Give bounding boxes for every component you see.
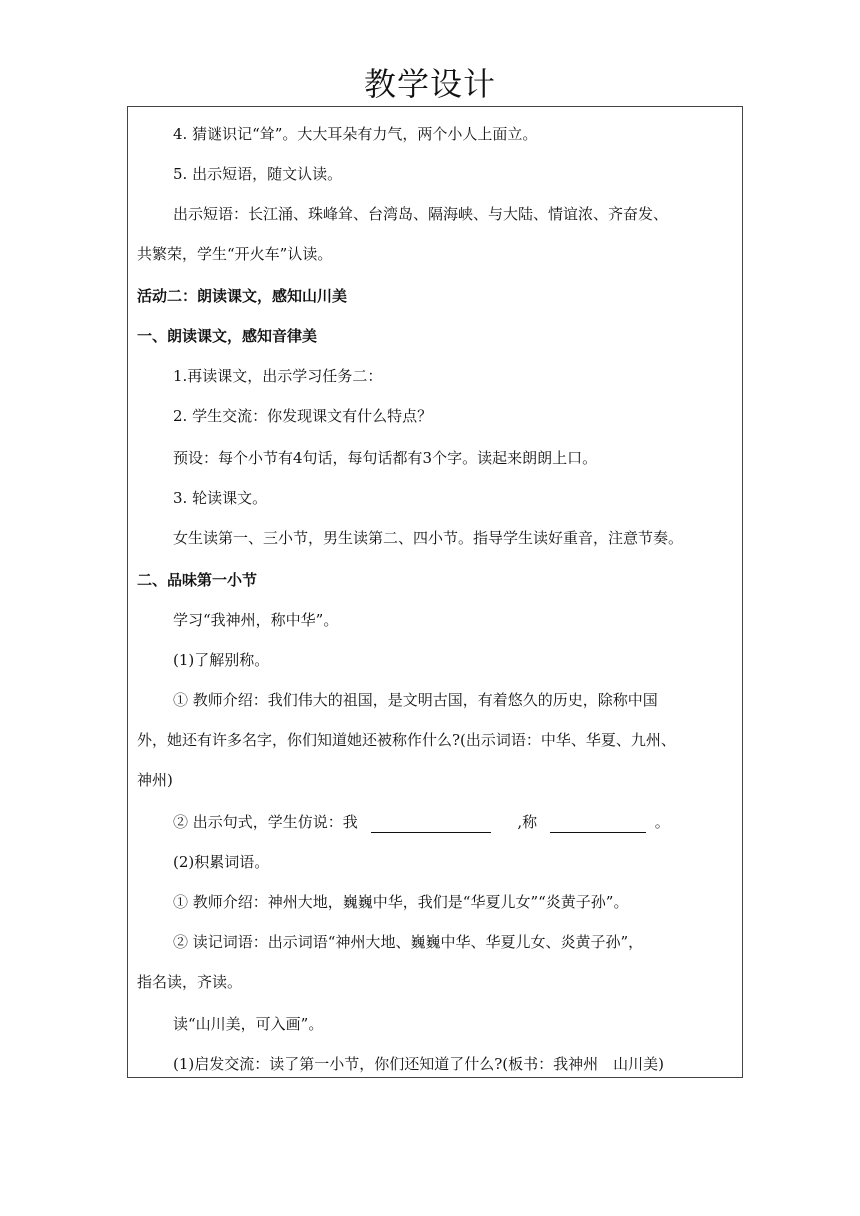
teacher-intro-2-text: ① 教师介绍：神州大地，巍巍中华，我们是“华夏儿女”“炎黄子孙”。 <box>173 893 629 911</box>
section-1-heading: 一、朗读课文，感知音律美 <box>137 327 318 345</box>
sentence-pattern-line <box>173 811 739 833</box>
step-4-text: 4. 猜谜识记“耸”。大大耳朵有力气，两个小人上面立。 <box>173 125 538 143</box>
reading-guide-text: 女生读第一、三小节，男生读第二、四小节。指导学生读好重音，注意节奏。 <box>173 529 684 547</box>
discussion-text: (1)启发交流：读了第一小节，你们还知道了什么?(板书：我神州 山川美) <box>173 1055 664 1073</box>
read-words-text: ② 读记词语：出示词语“神州大地、巍巍中华、华夏儿女、炎黄子孙”， <box>173 933 644 951</box>
teacher-intro-cont: 外，她还有许多名字，你们知道她还被称作什么?(出示词语：中华、华夏、九州、 <box>137 731 676 749</box>
sub-1-text: (1)了解别称。 <box>173 651 270 669</box>
teacher-intro-end: 神州) <box>137 771 173 789</box>
sub-2-text: (2)积累词语。 <box>173 853 270 871</box>
phrases-text-cont: 共繁荣，学生“开火车”认读。 <box>137 245 333 263</box>
page-title: 教学设计 <box>363 65 496 103</box>
activity-2-heading: 活动二：朗读课文，感知山川美 <box>137 287 348 305</box>
read-words-cont: 指名读，齐读。 <box>137 973 243 991</box>
task-2-text: 2. 学生交流：你发现课文有什么特点？ <box>173 407 433 425</box>
task-1-text: 1.再读课文，出示学习任务二： <box>173 367 383 385</box>
sentence-pattern-text: ② 出示句式，学生仿说：我 <box>173 813 358 831</box>
fill-blank-2 <box>550 814 646 833</box>
teacher-intro-text: ① 教师介绍：我们伟大的祖国，是文明古国，有着悠久的历史，除称中国 <box>173 691 658 709</box>
task-3-text: 3. 轮读课文。 <box>173 489 268 507</box>
phrases-text: 出示短语：长江涌、珠峰耸、台湾岛、隔海峡、与大陆、情谊浓、齐奋发、 <box>173 205 669 223</box>
fill-blank-1 <box>371 814 491 833</box>
preset-text: 预设：每个小节有4句话，每句话都有3个字。读起来朗朗上口。 <box>173 449 598 467</box>
sentence-pattern-end: 。 <box>654 813 670 831</box>
study-line-text: 学习“我神州，称中华”。 <box>173 611 339 629</box>
sentence-pattern-mid: ,称 <box>517 813 538 831</box>
read-line-text: 读“山川美，可入画”。 <box>173 1015 324 1033</box>
step-5-text: 5. 出示短语，随文认读。 <box>173 165 343 183</box>
section-2-heading: 二、品味第一小节 <box>137 571 258 589</box>
